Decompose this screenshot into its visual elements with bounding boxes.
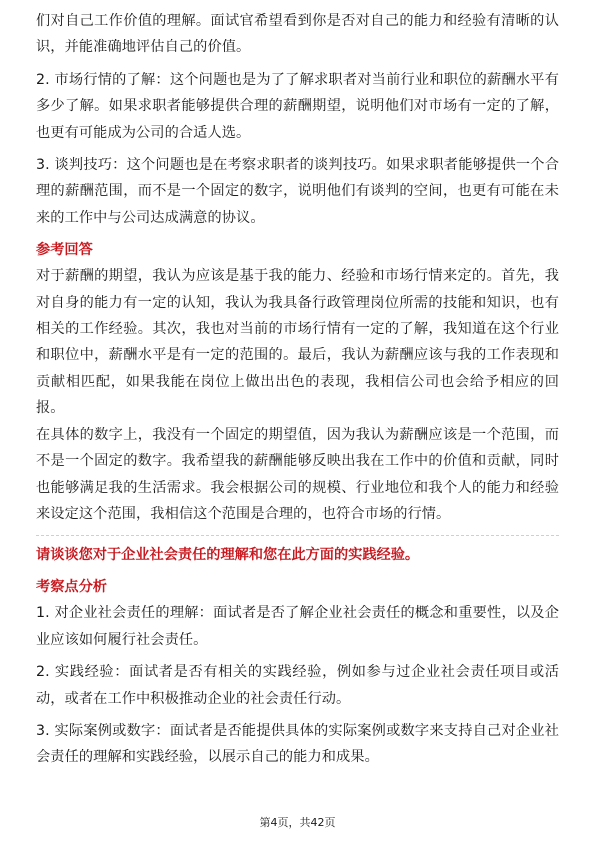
analysis-point-3: 3. 实际案例或数字：面试者是否能提供具体的实际案例或数字来支持自己对企业社会责任的理解和实践经验，以展示自己的能力和成果。: [36, 722, 559, 766]
point-market: 2. 市场行情的了解：这个问题也是为了了解求职者对当前行业和职位的薪酬水平有多少了解。如果求职者能够提供合理的薪酬期望，说明他们对市场有一定的了解，也更有可能成为公司的合适人选。: [36, 71, 559, 141]
page-number: 第4页，共42页: [259, 816, 336, 829]
intro-paragraph: 们对自己工作价值的理解。面试官希望看到你是否对自己的能力和经验有清晰的认识，并能准确地评估自己的价值。: [36, 13, 559, 56]
analysis-point-1: 1. 对企业社会责任的理解：面试者是否了解企业社会责任的概念和重要性，以及企业应该如何履行社会责任。: [36, 605, 559, 648]
analysis-heading: 考察点分析: [36, 579, 107, 596]
point-negotiation: 3. 谈判技巧：这个问题也是在考察求职者的谈判技巧。如果求职者能够提供一个合理的薪酬范围，而不是一个固定的数字，说明他们有谈判的空间，也更有可能在未来的工作中与公司达成满意的协议。: [36, 157, 559, 226]
answer-paragraph-2: 在具体的数字上，我没有一个固定的期望值，因为我认为薪酬应该是一个范围，而不是一个固定的数字。我希望我的薪酬能够反映出我在工作中的价值和贡献，同时也能够满足我的生活需求。我会根据公司的规模、行业地位和我个人的能力和经验来设定这个范围，我相信这个范围是合理的，也符合市场的行情。: [36, 426, 559, 522]
analysis-point-2: 2. 实践经验：面试者是否有相关的实践经验，例如参与过企业社会责任项目或活动，或者在工作中积极推动企业的社会责任行动。: [36, 664, 559, 707]
document-page: [36, 8, 559, 771]
question-title: 请谈谈您对于企业社会责任的理解和您在此方面的实践经验。: [36, 547, 420, 564]
answer-heading: 参考回答: [36, 242, 93, 259]
section-divider: [36, 535, 559, 536]
answer-paragraph-1: 对于薪酬的期望，我认为应该是基于我的能力、经验和市场行情来定的。首先，我对自身的能力有一定的认知，我认为我具备行政管理岗位所需的技能和知识，也有相关的工作经验。其次，我也对当前的市场行情有一定的了解，我知道在这个行业和职位中，薪酬水平是有一定的范围的。最后，我认为薪酬应该与我的工作表现和贡献相匹配，如果我能在岗位上做出出色的表现，我相信公司也会给予相应的回报。: [36, 268, 559, 417]
